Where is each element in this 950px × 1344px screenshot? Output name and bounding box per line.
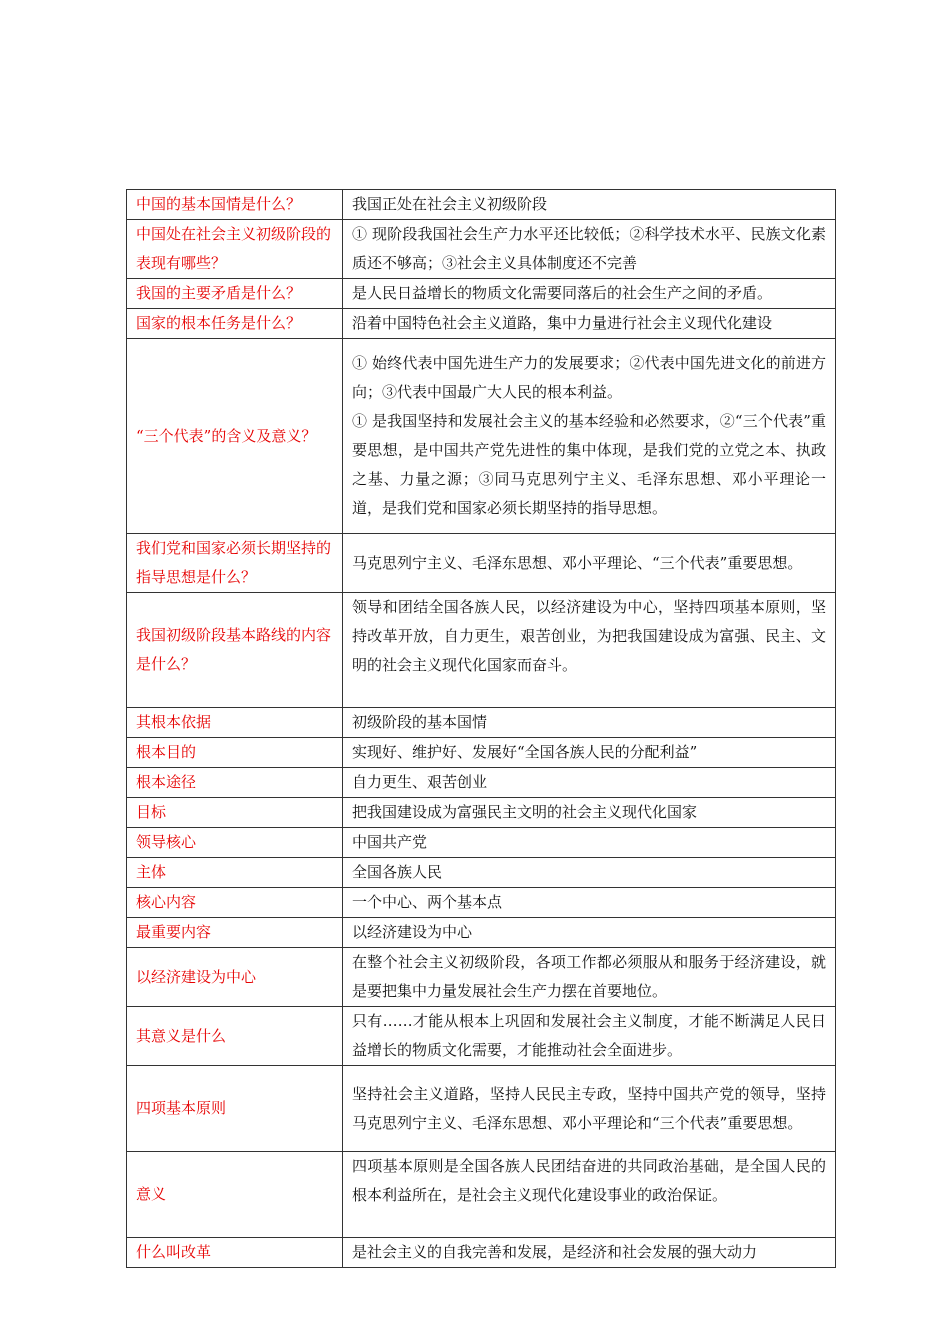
answer-text: 中国共产党 bbox=[352, 833, 428, 851]
answer-text: 坚持社会主义道路，坚持人民民主专政，坚持中国共产党的领导，坚持马克思列宁主义、毛泽东思想、邓小平理论和“三个代表”重要思想。 bbox=[352, 1084, 826, 1132]
question-cell: 以经济建设为中心 bbox=[127, 948, 343, 1007]
question-cell: 什么叫改革 bbox=[127, 1238, 343, 1268]
question-cell: 根本途径 bbox=[127, 768, 343, 798]
question-cell: 国家的根本任务是什么？ bbox=[127, 309, 343, 339]
answer-text: 是社会主义的自我完善和发展，是经济和社会发展的强大动力 bbox=[352, 1243, 758, 1261]
table-row bbox=[127, 1152, 836, 1238]
question-cell: 意义 bbox=[127, 1152, 343, 1238]
answer-cell bbox=[343, 768, 836, 798]
answer-cell bbox=[343, 1066, 836, 1152]
question-cell: “三个代表”的含义及意义？ bbox=[127, 339, 343, 534]
question-cell: 其根本依据 bbox=[127, 708, 343, 738]
question-cell: 中国的基本国情是什么？ bbox=[127, 190, 343, 220]
table-row bbox=[127, 220, 836, 279]
answer-text: 实现好、维护好、发展好“全国各族人民的分配利益” bbox=[352, 743, 698, 761]
table-row bbox=[127, 309, 836, 339]
answer-cell bbox=[343, 948, 836, 1007]
question-cell: 中国处在社会主义初级阶段的表现有哪些？ bbox=[127, 220, 343, 279]
table-row bbox=[127, 918, 836, 948]
table-row bbox=[127, 339, 836, 534]
table-row bbox=[127, 708, 836, 738]
question-cell: 我国初级阶段基本路线的内容是什么？ bbox=[127, 593, 343, 708]
answer-cell bbox=[343, 828, 836, 858]
table-row bbox=[127, 948, 836, 1007]
question-cell: 其意义是什么 bbox=[127, 1007, 343, 1066]
answer-text: ① 现阶段我国社会生产力水平还比较低；②科学技术水平、民族文化素质还不够高；③社会主义具体制度还不完善 bbox=[352, 225, 826, 272]
answer-cell bbox=[343, 220, 836, 279]
table-row bbox=[127, 1066, 836, 1152]
table-row bbox=[127, 798, 836, 828]
answer-text: 沿着中国特色社会主义道路，集中力量进行社会主义现代化建设 bbox=[352, 314, 773, 332]
answer-cell bbox=[343, 708, 836, 738]
table-row bbox=[127, 858, 836, 888]
question-cell: 目标 bbox=[127, 798, 343, 828]
question-cell: 领导核心 bbox=[127, 828, 343, 858]
answer-cell bbox=[343, 534, 836, 593]
answer-text: 自力更生、艰苦创业 bbox=[352, 773, 488, 791]
answer-cell bbox=[343, 1152, 836, 1238]
question-cell: 我们党和国家必须长期坚持的指导思想是什么？ bbox=[127, 534, 343, 593]
answer-text: 一个中心、两个基本点 bbox=[352, 893, 503, 911]
table-row bbox=[127, 1238, 836, 1268]
answer-cell bbox=[343, 798, 836, 828]
answer-text: ① 始终代表中国先进生产力的发展要求；②代表中国先进文化的前进方向；③代表中国最广大人民的根本利益。 bbox=[352, 354, 826, 401]
table-row bbox=[127, 593, 836, 708]
answer-cell bbox=[343, 858, 836, 888]
answer-text: 在整个社会主义初级阶段，各项工作都必须服从和服务于经济建设，就是要把集中力量发展社会生产力摆在首要地位。 bbox=[352, 953, 826, 1000]
answer-cell bbox=[343, 190, 836, 220]
answer-cell bbox=[343, 918, 836, 948]
question-cell: 我国的主要矛盾是什么？ bbox=[127, 279, 343, 309]
answer-text: 领导和团结全国各族人民，以经济建设为中心，坚持四项基本原则，坚持改革开放，自力更生，艰苦创业，为把我国建设成为富强、民主、文明的社会主义现代化国家而奋斗。 bbox=[352, 598, 826, 674]
answer-cell bbox=[343, 279, 836, 309]
answer-text: 我国正处在社会主义初级阶段 bbox=[352, 195, 548, 213]
answer-text: 四项基本原则是全国各族人民团结奋进的共同政治基础，是全国人民的根本利益所在，是社会主义现代化建设事业的政治保证。 bbox=[352, 1157, 826, 1204]
table-row bbox=[127, 1007, 836, 1066]
answer-text: 初级阶段的基本国情 bbox=[352, 713, 488, 731]
answer-cell bbox=[343, 1007, 836, 1066]
answer-text: ① 是我国坚持和发展社会主义的基本经验和必然要求，②“三个代表”重要思想，是中国共产党先进性的集中体现，是我们党的立党之本、执政之基、力量之源；③同马克思列宁主义、毛泽东思想、邓小平理论一道，是我们党和国家必须长期坚持的指导思想。 bbox=[352, 412, 826, 517]
table-row bbox=[127, 738, 836, 768]
question-cell: 根本目的 bbox=[127, 738, 343, 768]
table-row bbox=[127, 828, 836, 858]
question-cell: 四项基本原则 bbox=[127, 1066, 343, 1152]
answer-cell bbox=[343, 309, 836, 339]
table-row bbox=[127, 279, 836, 309]
qa-table bbox=[126, 189, 836, 1268]
answer-cell bbox=[343, 339, 836, 534]
answer-text: 全国各族人民 bbox=[352, 863, 443, 881]
answer-cell bbox=[343, 888, 836, 918]
table-row bbox=[127, 190, 836, 220]
table-row bbox=[127, 768, 836, 798]
question-cell: 核心内容 bbox=[127, 888, 343, 918]
question-cell: 主体 bbox=[127, 858, 343, 888]
answer-cell bbox=[343, 593, 836, 708]
answer-text: 马克思列宁主义、毛泽东思想、邓小平理论、“三个代表”重要思想。 bbox=[352, 553, 803, 572]
answer-cell bbox=[343, 738, 836, 768]
table-row bbox=[127, 888, 836, 918]
answer-text: 只有……才能从根本上巩固和发展社会主义制度，才能不断满足人民日益增长的物质文化需要，才能推动社会全面进步。 bbox=[352, 1012, 826, 1059]
answer-cell bbox=[343, 1238, 836, 1268]
question-cell: 最重要内容 bbox=[127, 918, 343, 948]
answer-text: 是人民日益增长的物质文化需要同落后的社会生产之间的矛盾。 bbox=[352, 284, 773, 302]
answer-text: 以经济建设为中心 bbox=[352, 923, 473, 941]
answer-text: 把我国建设成为富强民主文明的社会主义现代化国家 bbox=[352, 803, 698, 821]
table-row bbox=[127, 534, 836, 593]
